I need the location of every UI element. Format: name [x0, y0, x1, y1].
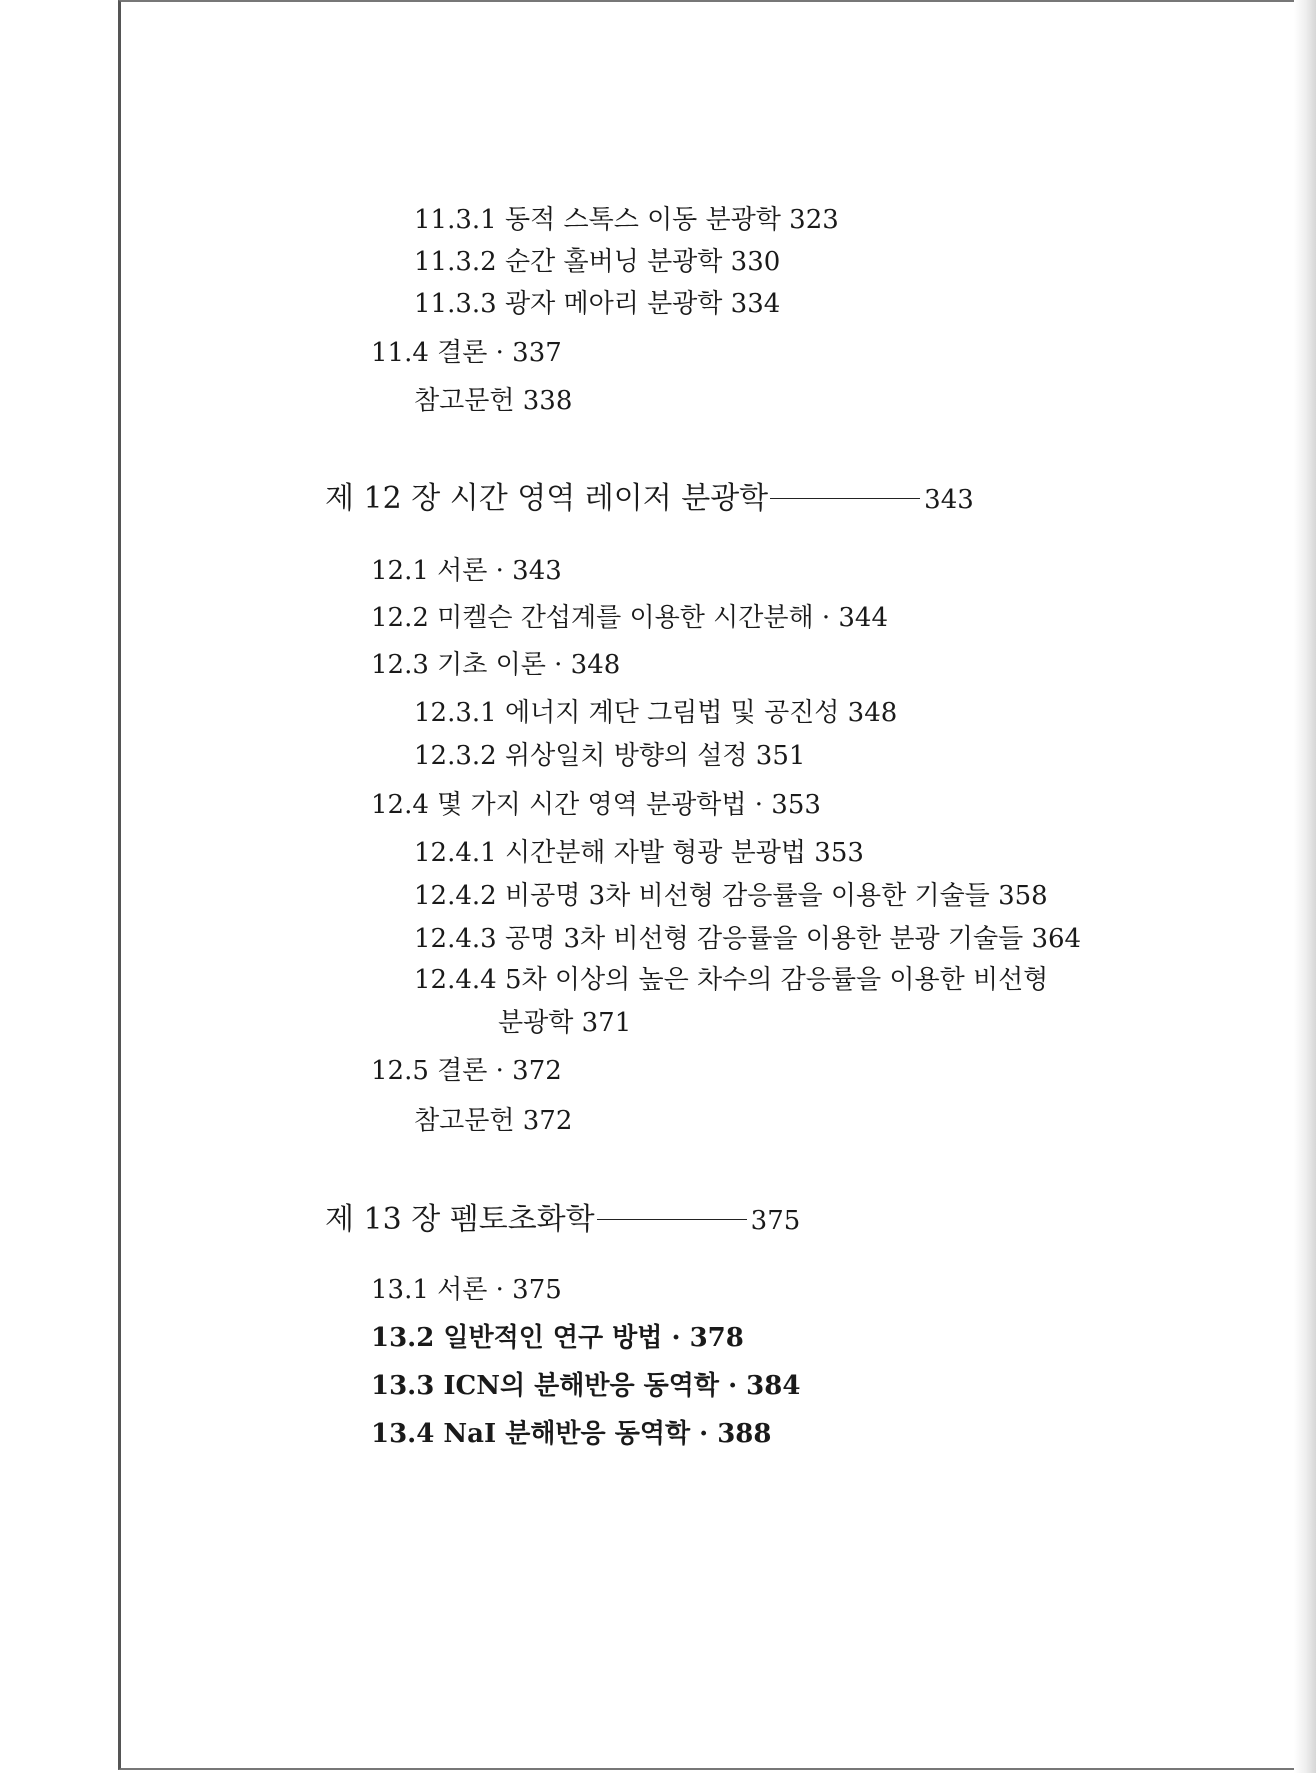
toc-entry-12-4-1: 12.4.1 시간분해 자발 형광 분광법 353: [414, 838, 864, 868]
toc-entry-12-4: 12.4 몇 가지 시간 영역 분광학법 · 353: [371, 790, 821, 820]
toc-entry-13-2: 13.2 일반적인 연구 방법 · 378: [371, 1323, 744, 1353]
toc-entry-12-4-4-continued: 분광학 371: [498, 1008, 632, 1038]
toc-entry-11-3-1: 11.3.1 동적 스톡스 이동 분광학 323: [414, 205, 839, 235]
toc-entry-12-4-3: 12.4.3 공명 3차 비선형 감응률을 이용한 분광 기술들 364: [414, 924, 1082, 954]
toc-entry-12-1: 12.1 서론 · 343: [371, 556, 562, 586]
leader-rule: [770, 498, 920, 499]
toc-entry-11-3-2: 11.3.2 순간 홀버닝 분광학 330: [414, 247, 781, 277]
toc-entry-13-1: 13.1 서론 · 375: [371, 1275, 562, 1305]
chapter-13-heading: [325, 1202, 801, 1237]
toc-entry-13-4: 13.4 NaI 분해반응 동역학 · 388: [371, 1419, 772, 1449]
toc-entry-11-3-3: 11.3.3 광자 메아리 분광학 334: [414, 289, 781, 319]
toc-entry-12-4-2: 12.4.2 비공명 3차 비선형 감응률을 이용한 기술들 358: [414, 881, 1048, 911]
chapter-12-title: 제 12 장 시간 영역 레이저 분광학: [325, 481, 769, 516]
chapter-13-page: 375: [750, 1206, 801, 1236]
toc-references-11: 참고문헌 338: [414, 386, 573, 416]
toc-references-12: 참고문헌 372: [414, 1106, 573, 1136]
chapter-12-heading: [325, 481, 974, 516]
leader-rule: [597, 1219, 747, 1220]
toc-entry-12-5: 12.5 결론 · 372: [371, 1056, 562, 1086]
toc-entry-12-3: 12.3 기초 이론 · 348: [371, 650, 621, 680]
toc-entry-11-4: 11.4 결론 · 337: [371, 338, 562, 368]
toc-entry-13-3: 13.3 ICN의 분해반응 동역학 · 384: [371, 1371, 801, 1401]
toc-entry-12-4-4: 12.4.4 5차 이상의 높은 차수의 감응률을 이용한 비선형: [414, 965, 1049, 995]
toc-entry-12-2: 12.2 미켈슨 간섭계를 이용한 시간분해 · 344: [371, 603, 888, 633]
toc-entry-12-3-1: 12.3.1 에너지 계단 그림법 및 공진성 348: [414, 698, 898, 728]
chapter-13-title: 제 13 장 펨토초화학: [325, 1202, 595, 1237]
page-edge-shadow: [1294, 0, 1316, 1773]
toc-entry-12-3-2: 12.3.2 위상일치 방향의 설정 351: [414, 741, 806, 771]
chapter-12-page: 343: [924, 485, 974, 515]
